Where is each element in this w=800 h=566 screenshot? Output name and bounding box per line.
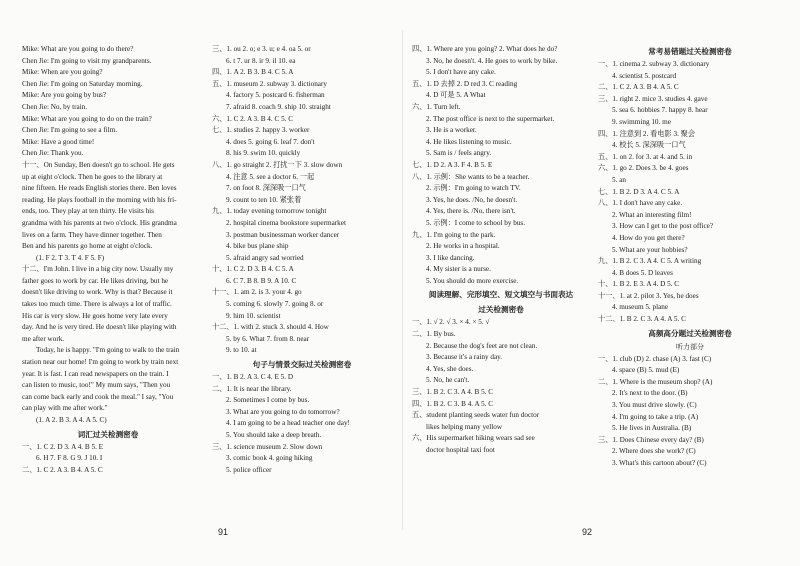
text-line: 8. his 9. swim 10. quickly xyxy=(226,149,301,158)
text-line: 十一、1. at 2. pilot 3. Yes, he does xyxy=(598,291,699,300)
text-line: Ben and his parents go home at eight o'clock. xyxy=(22,242,153,251)
section-title-reading-2: 过关检测密卷 xyxy=(478,305,524,315)
text-line: can come back early and cook the meal." I say, "You xyxy=(22,392,174,401)
text-line: 3. He is a worker. xyxy=(426,126,477,135)
text-line: 四、1. A 2. B 3. B 4. C 5. A xyxy=(212,68,294,77)
text-line: father goes to work by car. He likes driving, but he xyxy=(22,276,169,285)
text-line: 六、1. Turn left. xyxy=(412,102,461,111)
text-line: 4. 注意 5. see a doctor 6. 一起 xyxy=(226,172,315,181)
text-line: 7. on foot 8. 深深吸一口气 xyxy=(226,184,306,193)
page-gutter xyxy=(402,30,403,530)
text-line: doctor hospital taxi foot xyxy=(426,446,495,454)
text-line: (1. F 2. T 3. T 4. F 5. F) xyxy=(36,253,105,262)
text-line: 2. The post office is next to the supermarket. xyxy=(426,114,555,123)
text-line: 6. C 7. B 8. B 9. A 10. C xyxy=(226,276,297,285)
section-title-errors: 常考易错题过关检测密卷 xyxy=(648,47,732,56)
text-line: day. And he is very tired. He doesn't like playing with xyxy=(22,323,177,332)
text-line: station near our home! I'm going to work by train next xyxy=(22,358,179,367)
text-line: 六、His supermarket hiking wears sad see xyxy=(412,434,535,443)
text-line: 5. He lives in Australia. (B) xyxy=(612,424,692,433)
page-number-left: 91 xyxy=(218,527,229,537)
text-line: 十二、1. B 2. C 3. A 4. A 5. C xyxy=(598,315,686,324)
text-line: up at eight o'clock. Then he goes to the library at xyxy=(22,172,163,181)
text-line: 9. count to ten 10. 紧张着 xyxy=(226,195,302,204)
text-line: 二、1. C 2. A 3. B 4. A 5. C xyxy=(598,83,679,92)
text-line: 5. Sam is / feels angry. xyxy=(426,149,492,158)
text-line: 5. I don't have any cake. xyxy=(426,68,496,77)
text-line: 七、1. B 2. D 3. A 4. C 5. A xyxy=(598,187,680,196)
text-line: 三、1. science museum 2. Slow down xyxy=(212,442,323,451)
text-line: 3. How can I get to the post office? xyxy=(612,222,714,231)
text-line: 十二、I'm John. I live in a big city now. Usually my xyxy=(22,265,174,274)
text-line: 3. What are you going to do tomorrow? xyxy=(226,407,340,416)
text-line: 5. by 6. What 7. from 8. near xyxy=(226,334,310,343)
text-line: 八、1. I don't have any cake. xyxy=(598,199,683,208)
text-line: 十、1. B 2. E 3. A 4. D 5. C xyxy=(598,280,680,289)
text-line: nine fifteen. He reads English stories there. Ben loves xyxy=(22,184,177,193)
text-line: Today, he is happy. "I'm going to walk to the train xyxy=(36,346,180,355)
text-line: 3. No, he doesn't. 4. He goes to work by bike. xyxy=(426,56,558,65)
page-number-right: 92 xyxy=(582,527,593,537)
text-line: 一、1. √ 2. √ 3. × 4. × 5. √ xyxy=(412,318,490,327)
text-line: 四、1. B 2. C 3. B 4. A 5. C xyxy=(412,399,494,408)
text-line: 4. My sister is a nurse. xyxy=(426,265,491,274)
text-line: 六、1. go 2. Does 3. be 4. goes xyxy=(598,164,689,173)
text-line: 十二、1. with 2. stuck 3. should 4. How xyxy=(212,323,329,332)
text-line: 二、1. It is near the library. xyxy=(212,384,292,393)
section-title-sentences: 句子与情景交际过关检测密卷 xyxy=(252,360,352,370)
column-1 xyxy=(22,44,194,476)
text-line: 5. sea 6. hobbies 7. happy 8. hear xyxy=(612,106,708,115)
text-line: 八、1. go straight 2. 打扰一下 3. slow down xyxy=(212,160,343,169)
text-line: 3. Yes, he does. /No, he doesn't. xyxy=(426,195,518,204)
text-line: Chen Jie: No, by train. xyxy=(22,102,88,111)
text-line: 一、1. C 2. D 3. A 4. B 5. E xyxy=(22,442,104,451)
text-line: Mike: Are you going by bus? xyxy=(22,91,107,100)
column-3 xyxy=(412,44,590,457)
text-line: 9. swimming 10. me xyxy=(612,117,671,126)
text-line: 九、1. I'm going to the park. xyxy=(412,230,496,239)
text-line: 七、1. D 2. A 3. F 4. B 5. E xyxy=(412,160,493,169)
text-line: Chen Jie: I'm going to visit my grandparents. xyxy=(22,56,152,65)
text-line: 5. You should take a deep breath. xyxy=(226,431,322,439)
text-line: 二、1. C 2. A 3. B 4. A 5. C xyxy=(22,465,103,474)
text-line: 十、1. C 2. D 3. B 4. C 5. A xyxy=(212,265,294,274)
text-line: 2. It's next to the door. (B) xyxy=(612,389,688,398)
text-line: 5. afraid angry sad worried xyxy=(226,253,304,262)
text-line: (1. A 2. B 3. A 4. A 5. C) xyxy=(36,416,107,424)
text-line: reading. He plays football in the morning with his fri- xyxy=(22,195,177,204)
text-line: 八、1. 示例：She wants to be a teacher. xyxy=(412,172,530,181)
text-line: 4. How do you get there? xyxy=(612,233,685,242)
text-line: 七、1. studies 2. happy 3. worker xyxy=(212,126,310,135)
text-line: Chen Jie: I'm going to see a film. xyxy=(22,126,118,135)
text-line: 四、1. 注意到 2. 看电影 3. 聚会 xyxy=(598,129,696,138)
text-line: 4. D 可是 5. A What xyxy=(426,91,486,100)
text-line: 5. an xyxy=(612,175,626,184)
text-line: 十一、1. am 2. is 3. your 4. go xyxy=(212,288,302,297)
text-line: 3. I like dancing. xyxy=(426,253,475,262)
text-line: 三、1. right 2. mice 3. studies 4. gave xyxy=(598,94,708,103)
text-line: 九、1. B 2. C 3. A 4. C 5. A writing xyxy=(598,257,702,266)
text-line: 4. scientist 5. postcard xyxy=(612,71,677,80)
text-line: 五、1. museum 2. subway 3. dictionary xyxy=(212,79,327,88)
text-line: 5. police officer xyxy=(226,465,272,474)
text-line: 3. Because it's a rainy day. xyxy=(426,353,503,362)
text-line: 4. factory 5. postcard 6. fisherman xyxy=(226,91,325,100)
text-line: 三、1. Does Chinese every day? (B) xyxy=(598,435,704,444)
text-line: 六、1. C 2. A 3. B 4. C 5. C xyxy=(212,114,294,123)
text-line: 九、1. today evening tomorrow tonight xyxy=(212,207,327,216)
text-line: 一、1. cinema 2. subway 3. dictionary xyxy=(598,60,710,68)
text-line: 2. 示例：I'm going to watch TV. xyxy=(426,184,521,193)
text-line: 2. Sometimes I come by bus. xyxy=(226,396,310,405)
text-line: 2. Where does she work? (C) xyxy=(612,447,696,456)
text-line: 4. does 5. going 6. leaf 7. don't xyxy=(226,137,315,146)
text-line: Mike: When are you going? xyxy=(22,68,103,77)
text-line: year. It is fast. I can read newspapers on the train. I xyxy=(22,369,169,378)
text-line: 4. I'm going to take a trip. (A) xyxy=(612,412,699,421)
text-line: me after work. xyxy=(22,334,65,343)
text-line: 五、1. D 去掉 2. D red 3. C reading xyxy=(412,79,518,88)
text-line: His car is very slow. He goes home very late every xyxy=(22,311,168,320)
text-line: 3. postman businessman worker dancer xyxy=(226,230,340,239)
section-title-reading: 阅读理解、完形填空、短文填空与书面表达 xyxy=(428,290,574,300)
text-line: can listen to music, too!" My mum says, "Then you xyxy=(22,381,171,390)
text-line: ends, too. They play at ten thirty. He visits his xyxy=(22,207,154,216)
text-line: 2. Because the dog's feet are not clean. xyxy=(426,341,538,350)
text-line: 二、1. By bus. xyxy=(412,330,456,339)
text-line: Mike: Have a good time! xyxy=(22,137,95,146)
text-line: 4. 校长 5. 深深吸一口气 xyxy=(612,141,686,150)
text-line: can play with me after work." xyxy=(22,404,108,413)
text-line: Chen Jie: Thank you. xyxy=(22,149,84,158)
text-line: 4. Yes, she does. xyxy=(426,364,474,373)
text-line: 5. What are your hobbies? xyxy=(612,245,688,254)
text-line: likes helping many yellow xyxy=(426,422,503,431)
text-line: Mike: What are you going to do there? xyxy=(22,45,134,53)
section-title-highfreq: 高频高分题过关检测密卷 xyxy=(648,328,732,338)
text-line: 三、1. B 2. C 3. A 4. B 5. C xyxy=(412,388,494,397)
text-line: 5. You should do more exercise. xyxy=(426,276,519,285)
column-4 xyxy=(598,44,782,470)
text-line: 4. space (B) 5. mud (E) xyxy=(612,366,680,375)
text-line: 一、1. B 2. A 3. C 4. E 5. D xyxy=(212,373,294,382)
text-line: 4. He likes listening to music. xyxy=(426,137,512,146)
text-line: 三、1. ou 2. o; e 3. u; e 4. oa 5. or xyxy=(212,45,311,53)
text-line: Chen Jie: I'm going on Saturday morning. xyxy=(22,79,143,88)
text-line: 6. H 7. F 8. G 9. J 10. I xyxy=(36,454,103,463)
text-line: 6. t 7. ur 8. ir 9. il 10. ea xyxy=(226,56,296,65)
text-line: 2. hospital cinema bookstore supermarket xyxy=(226,218,346,227)
text-line: grandma with his parents at two o'clock. His grandma xyxy=(22,218,177,227)
text-line: 2. He works in a hospital. xyxy=(426,242,500,251)
text-line: takes too much time. There is always a lot of traffic. xyxy=(22,300,172,309)
text-line: 二、1. Where is the museum shop? (A) xyxy=(598,377,713,386)
text-line: doesn't like driving to work. Why is that? Because it xyxy=(22,288,173,297)
text-line: 4. Yes, there is. /No, there isn't. xyxy=(426,207,516,216)
text-line: 5. 示例：I come to school by bus. xyxy=(426,218,526,227)
text-line: 3. comic book 4. going hiking xyxy=(226,454,313,463)
text-line: lives on a farm. They have dinner together. Then xyxy=(22,230,162,239)
text-line: 一、1. club (D) 2. chase (A) 3. fast (C) xyxy=(598,354,712,363)
text-line: 7. afraid 8. coach 9. ship 10. straight xyxy=(226,102,331,111)
text-line: 9. to 10. at xyxy=(226,346,257,355)
text-line: 五、1. on 2. for 3. at 4. and 5. in xyxy=(598,152,693,161)
text-line: 5. No, he can't. xyxy=(426,376,470,385)
text-line: 十一、On Sunday, Ben doesn't go to school. He gets xyxy=(22,160,175,169)
text-line: 5. coming 6. slowly 7. going 8. or xyxy=(226,300,324,309)
text-line: 五、student planting seeds water fun doctor xyxy=(412,411,540,420)
text-line: 四、1. Where are you going? 2. What does he do? xyxy=(412,45,558,53)
text-line: 3. What's this cartoon about? (C) xyxy=(612,459,707,467)
section-title-vocab: 词汇过关检测密卷 xyxy=(77,429,139,439)
text-line: 3. You must drive slowly. (C) xyxy=(612,401,697,410)
listening-title: 听力部分 xyxy=(676,342,704,351)
text-line: 4. I am going to be a head teacher one day! xyxy=(226,419,350,428)
column-2 xyxy=(212,44,392,476)
text-line: Mike: What are you going to do on the train? xyxy=(22,114,152,123)
text-line: 9. him 10. scientist xyxy=(226,311,281,320)
text-line: 4. B does 5. D leaves xyxy=(612,268,673,277)
text-line: 2. What an interesting film! xyxy=(612,210,692,219)
text-line: 4. museum 5. plane xyxy=(612,303,669,312)
text-line: 4. bike bus plane ship xyxy=(226,242,289,251)
